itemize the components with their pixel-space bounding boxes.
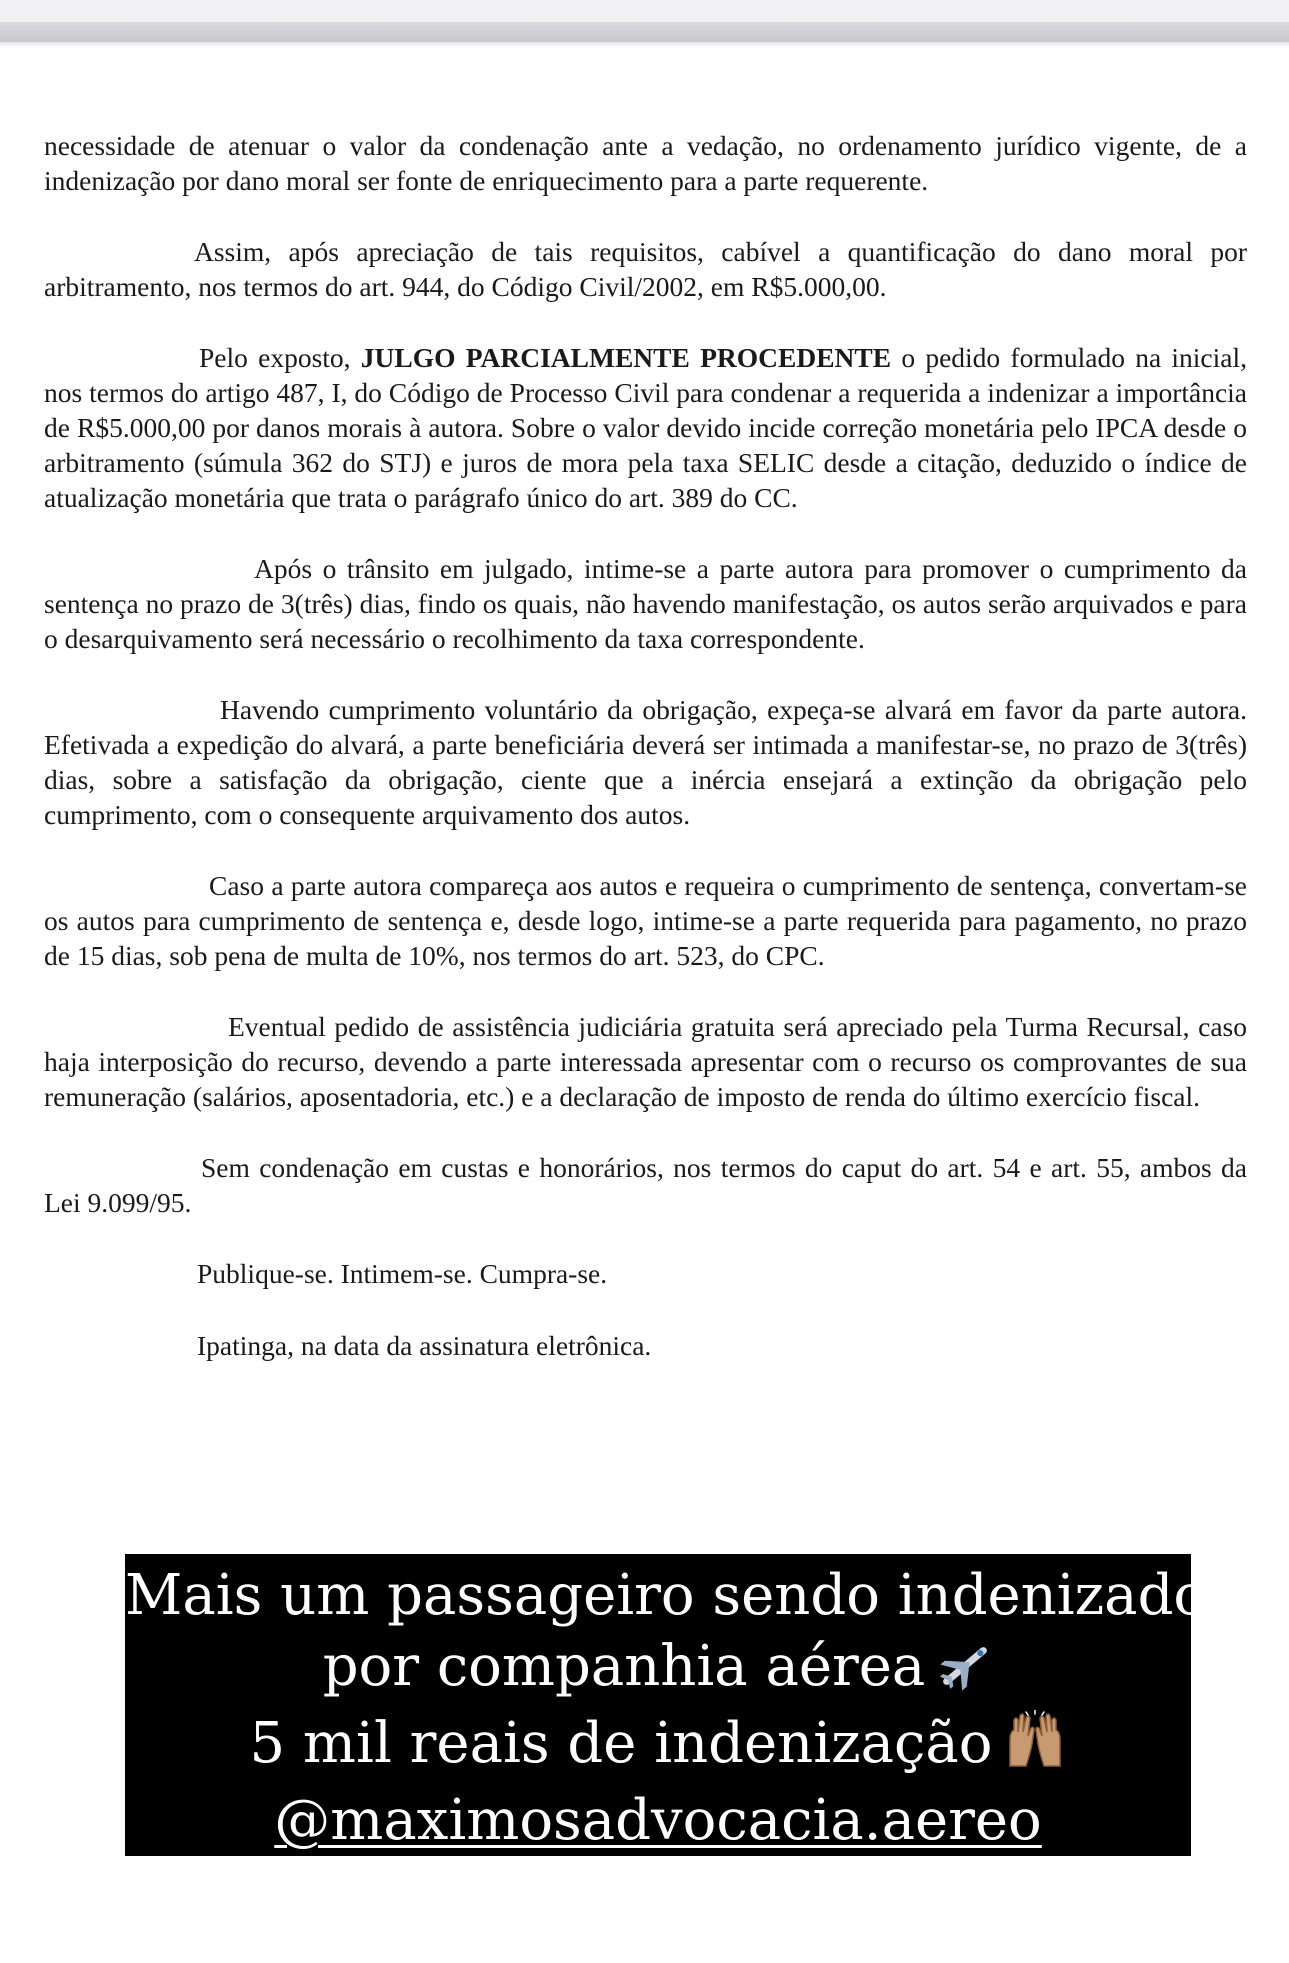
location-date-line: Ipatinga, na data da assinatura eletrônica. <box>197 1330 652 1361</box>
airplane-icon <box>937 1637 993 1708</box>
instagram-handle[interactable]: @maximosadvocacia.aereo <box>274 1788 1042 1853</box>
paragraph-1: necessidade de atenuar o valor da condenação ante a vedação, no ordenamento jurídico vigente, de a indenização por dano moral ser fonte de enriquecimento para a parte requerente. <box>44 130 1247 196</box>
publication-line: Publique-se. Intimem-se. Cumpra-se. <box>197 1258 608 1289</box>
paragraph-7: Eventual pedido de assistência judiciária gratuita será apreciado pela Turma Recursal, caso haja interposição do recurso, devendo a parte interessada apresentar com o recurso os comprovantes de sua remuneração (salários, aposentadoria, etc.) e a declaração de imposto de renda do último exercício fiscal. <box>44 1011 1247 1112</box>
paragraph-6: Caso a parte autora compareça aos autos e requeira o cumprimento de sentença, convertam-se os autos para cumprimento de sentença e, desde logo, intime-se a parte requerida para pagamento, no prazo de 15 dias, sob pena de multa de 10%, nos termos do art. 523, do CPC. <box>44 870 1247 971</box>
paragraph-8: Sem condenação em custas e honorários, nos termos do caput do art. 54 e art. 55, ambos da Lei 9.099/95. <box>44 1152 1247 1218</box>
court-decision-text <box>44 128 1247 1400</box>
caption-line-3-text: 5 mil reais de indenização <box>249 1711 993 1776</box>
paragraph-3 <box>44 340 1247 515</box>
ruling-bold-text: JULGO PARCIALMENTE PROCEDENTE <box>360 342 892 373</box>
top-divider <box>0 22 1289 42</box>
paragraph-3-end: o pedido formulado na inicial, nos termos do artigo 487, I, do Código de Processo Civil para condenar a requerida a indenizar a importância de R$5.000,00 por danos morais à autora. Sobre o valor devido incide correção monetária pelo IPCA desde o arbitramento (súmula 362 do STJ) e juros de mora pela taxa SELIC desde a citação, deduzido o índice de atualização monetária que trata o parágrafo único do art. 389 do CC. <box>44 342 1247 513</box>
caption-line-1: Mais um passageiro sendo indenizado <box>125 1563 1208 1628</box>
story-caption-banner <box>125 1554 1208 1856</box>
status-strip <box>0 0 1289 22</box>
paragraph-5: Havendo cumprimento voluntário da obrigação, expeça-se alvará em favor da parte autora. Efetivada a expedição do alvará, a parte beneficiária deverá ser intimada a manifestar-se, no prazo de 3(três) dias, sobre a satisfação da obrigação, ciente que a inércia ensejará a extinção da obrigação pelo cumprimento, com o consequente arquivamento dos autos. <box>44 694 1247 830</box>
top-divider-shadow <box>0 42 1289 48</box>
paragraph-4: Após o trânsito em julgado, intime-se a parte autora para promover o cumprimento da sentença no prazo de 3(três) dias, findo os quais, não havendo manifestação, os autos serão arquivados e para o desarquivamento será necessário o recolhimento da taxa correspondente. <box>44 553 1247 654</box>
caption-line-2 <box>125 1631 1191 1708</box>
raising-hands-icon <box>1004 1710 1066 1785</box>
caption-line-3 <box>125 1708 1191 1785</box>
paragraph-2: Assim, após apreciação de tais requisitos, cabível a quantificação do dano moral por arbitramento, nos termos do art. 944, do Código Civil/2002, em R$5.000,00. <box>44 236 1247 302</box>
caption-line-2-text: por companhia aérea <box>322 1634 926 1699</box>
paragraph-3-start: Pelo exposto, <box>199 342 361 373</box>
